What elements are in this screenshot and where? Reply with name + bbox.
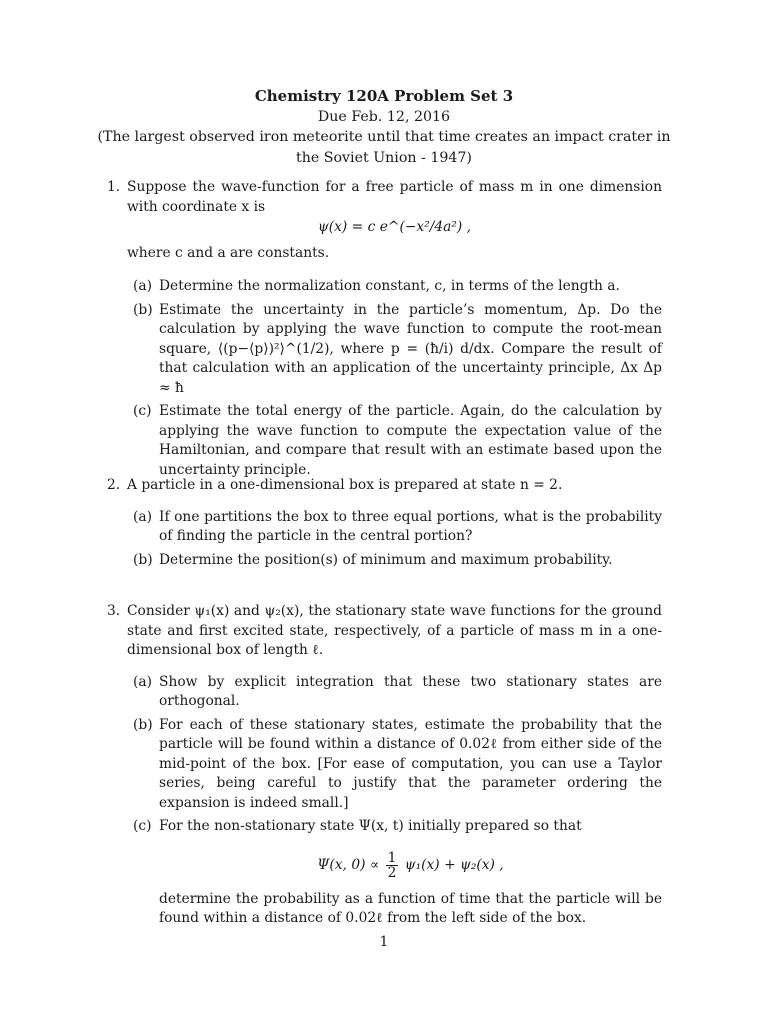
problem-after: where c and a are constants. — [127, 244, 330, 261]
part-text: If one partitions the box to three equal portions, what is the probability of finding the particle in the central portion? — [159, 508, 662, 544]
part-text: For each of these stationary states, estimate the probability that the particle will be found within a distance of 0.02ℓ from either side of the mid-point of the box. [For ease of computation, you can use a Taylor series, being careful to justify that the parameter ordering the expansion is indeed small.] — [159, 716, 662, 811]
fraction-numerator: 1 — [387, 849, 397, 866]
problem-number: 2. — [107, 477, 121, 493]
part-text: Determine the position(s) of minimum and maximum probability. — [159, 551, 613, 568]
page-number: 1 — [379, 934, 389, 950]
part-text: Estimate the total energy of the particle. Again, do the calculation by applying the wave function to compute the expectation value of the Hamiltonian, and compare that result with an estimate based upon the uncertainty principle. — [159, 403, 662, 478]
problem-intro: Consider ψ₁(x) and ψ₂(x), the stationary state wave functions for the ground state and first excited state, respectively, of a particle of mass m in a one-dimensional box of length ℓ. — [127, 603, 662, 658]
problem-1 — [107, 178, 662, 480]
part-text: Estimate the uncertainty in the particle’s momentum, Δp. Do the calculation by applying the wave function to compute the root-mean square, ⟨(p−⟨p⟩)²⟩^(1/2), where p = (ħ/i) d/dx. Compare the result of that calculation with an application of the uncertainty principle, Δx Δp ≈ ħ — [159, 301, 662, 396]
part-a — [133, 277, 662, 297]
part-text: Show by explicit integration that these two stationary states are orthogonal. — [159, 673, 662, 709]
part-label: (b) — [133, 716, 153, 733]
superposition-equation — [159, 851, 662, 880]
part-b — [133, 551, 662, 571]
part-label: (a) — [133, 508, 152, 525]
equation-right: ψ₁(x) + ψ₂(x) , — [404, 856, 504, 873]
part-text: Determine the normalization constant, c, in terms of the length a. — [159, 278, 620, 294]
wavefunction-equation: ψ(x) = c e^(−x²/4a²) , — [317, 219, 472, 235]
part-text: For the non-stationary state Ψ(x, t) initially prepared so that — [159, 818, 582, 834]
page-title: Chemistry 120A Problem Set 3 — [254, 87, 514, 105]
due-date: Due Feb. 12, 2016 — [317, 108, 451, 125]
part-b — [133, 301, 662, 399]
header-note: (The largest observed iron meteorite until that time creates an impact crater in the Soviet Union - 1947) — [97, 129, 671, 166]
part-after: determine the probability as a function of time that the particle will be found within a distance of 0.02ℓ from the left side of the box. — [159, 890, 662, 926]
part-b — [133, 716, 662, 814]
problem-3 — [107, 602, 662, 929]
problem-2 — [107, 476, 662, 570]
part-label: (b) — [133, 551, 153, 568]
part-label: (c) — [133, 818, 152, 834]
part-label: (a) — [133, 673, 152, 690]
part-c — [133, 817, 662, 929]
equation-left: Ψ(x, 0) ∝ — [317, 856, 380, 873]
one-half-fraction — [386, 851, 399, 880]
problem-number: 1. — [107, 179, 121, 195]
problem-intro: A particle in a one-dimensional box is prepared at state n = 2. — [127, 477, 563, 493]
part-label: (b) — [133, 301, 153, 318]
part-label: (c) — [133, 403, 152, 419]
part-c — [133, 402, 662, 480]
part-a — [133, 673, 662, 712]
fraction-denominator: 2 — [387, 864, 397, 881]
part-a — [133, 508, 662, 547]
part-label: (a) — [133, 278, 152, 294]
header — [90, 86, 678, 168]
problem-number: 3. — [107, 603, 121, 619]
problem-intro: Suppose the wave-function for a free particle of mass m in one dimension with coordinate x is — [127, 179, 662, 215]
